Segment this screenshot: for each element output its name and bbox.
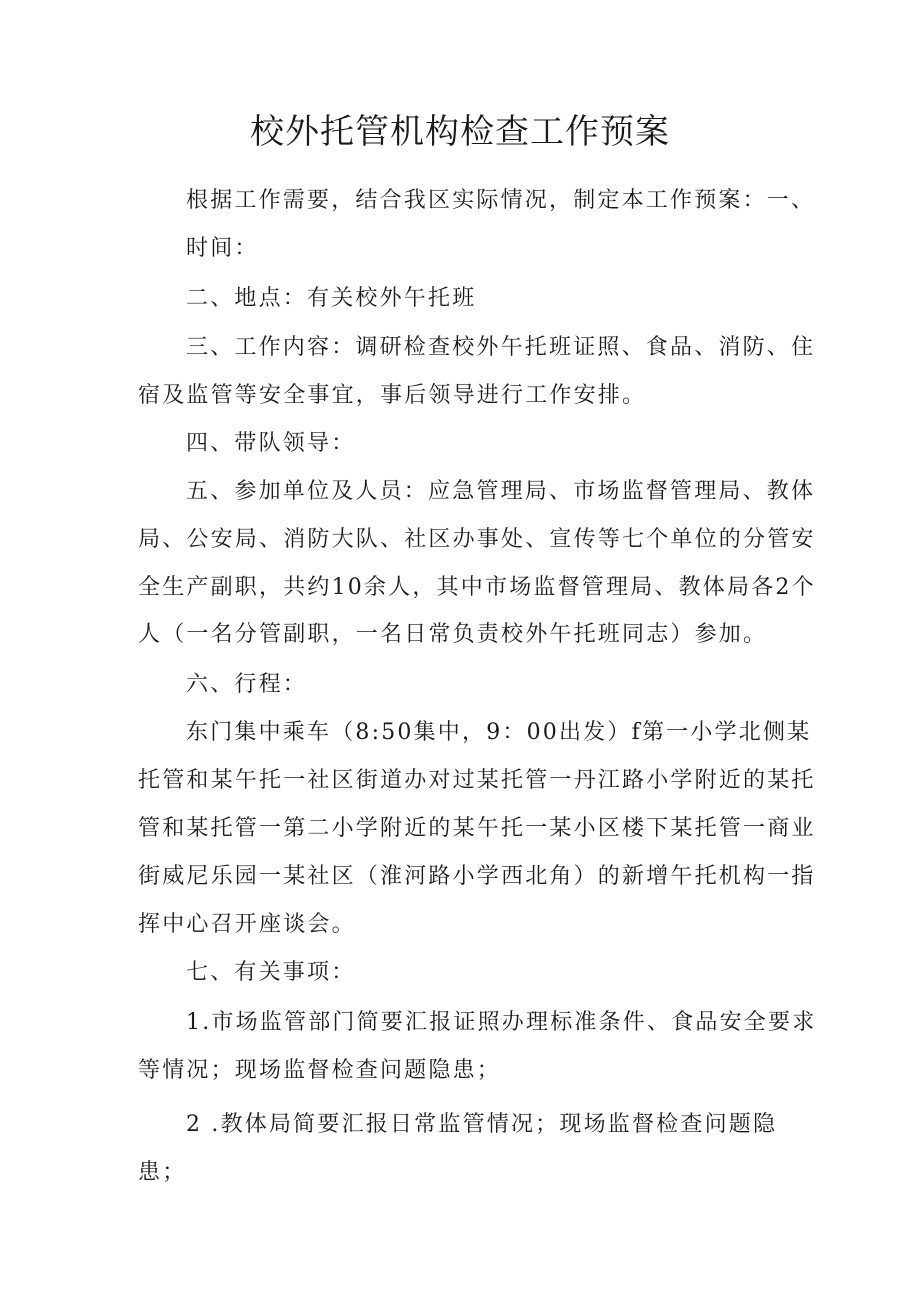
paragraph-line: 东门集中乘车（8:50集中，9：00出发）f第一小学北侧某	[186, 720, 812, 745]
paragraph-line: 挥中心召开座谈会。	[138, 912, 356, 937]
paragraph-line: 1.市场监管部门简要汇报证照办理标准条件、食品安全要求	[186, 1010, 817, 1035]
paragraph-line: 人（一名分管副职，一名日常负责校外午托班同志）参加。	[138, 622, 768, 647]
paragraph-line: 六、行程：	[186, 672, 308, 697]
paragraph-line: 三、工作内容：调研检查校外午托班证照、食品、消防、住	[186, 335, 816, 360]
paragraph-line: 二、地点：有关校外午托班	[186, 286, 477, 311]
paragraph-line: 宿及监管等安全事宜，事后领导进行工作安排。	[138, 383, 647, 408]
paragraph-line: 五、参加单位及人员：应急管理局、市场监督管理局、教体	[186, 479, 816, 504]
paragraph-line: 根据工作需要，结合我区实际情况，制定本工作预案：一、	[186, 188, 816, 213]
paragraph-line: 全生产副职，共约10余人，其中市场监督管理局、教体局各2个	[138, 575, 816, 600]
paragraph-line: 局、公安局、消防大队、社区办事处、宣传等七个单位的分管安	[138, 527, 816, 552]
document-title: 校外托管机构检查工作预案	[250, 112, 670, 152]
paragraph-line: 管和某托管一第二小学附近的某午托一某小区楼下某托管一商业	[138, 816, 816, 841]
paragraph-line: 街威尼乐园一某社区（淮河路小学西北角）的新增午托机构一指	[138, 864, 816, 889]
paragraph-line: 2 .教体局简要汇报日常监管情况；现场监督检查问题隐	[186, 1112, 778, 1137]
paragraph-line: 七、有关事项：	[186, 960, 356, 985]
paragraph-line: 时间：	[186, 236, 259, 261]
paragraph-line: 四、带队领导：	[186, 431, 356, 456]
paragraph-line: 等情况；现场监督检查问题隐患；	[138, 1058, 502, 1083]
paragraph-line: 患；	[138, 1160, 187, 1185]
paragraph-line: 托管和某午托一社区街道办对过某托管一丹江路小学附近的某托	[138, 768, 816, 793]
